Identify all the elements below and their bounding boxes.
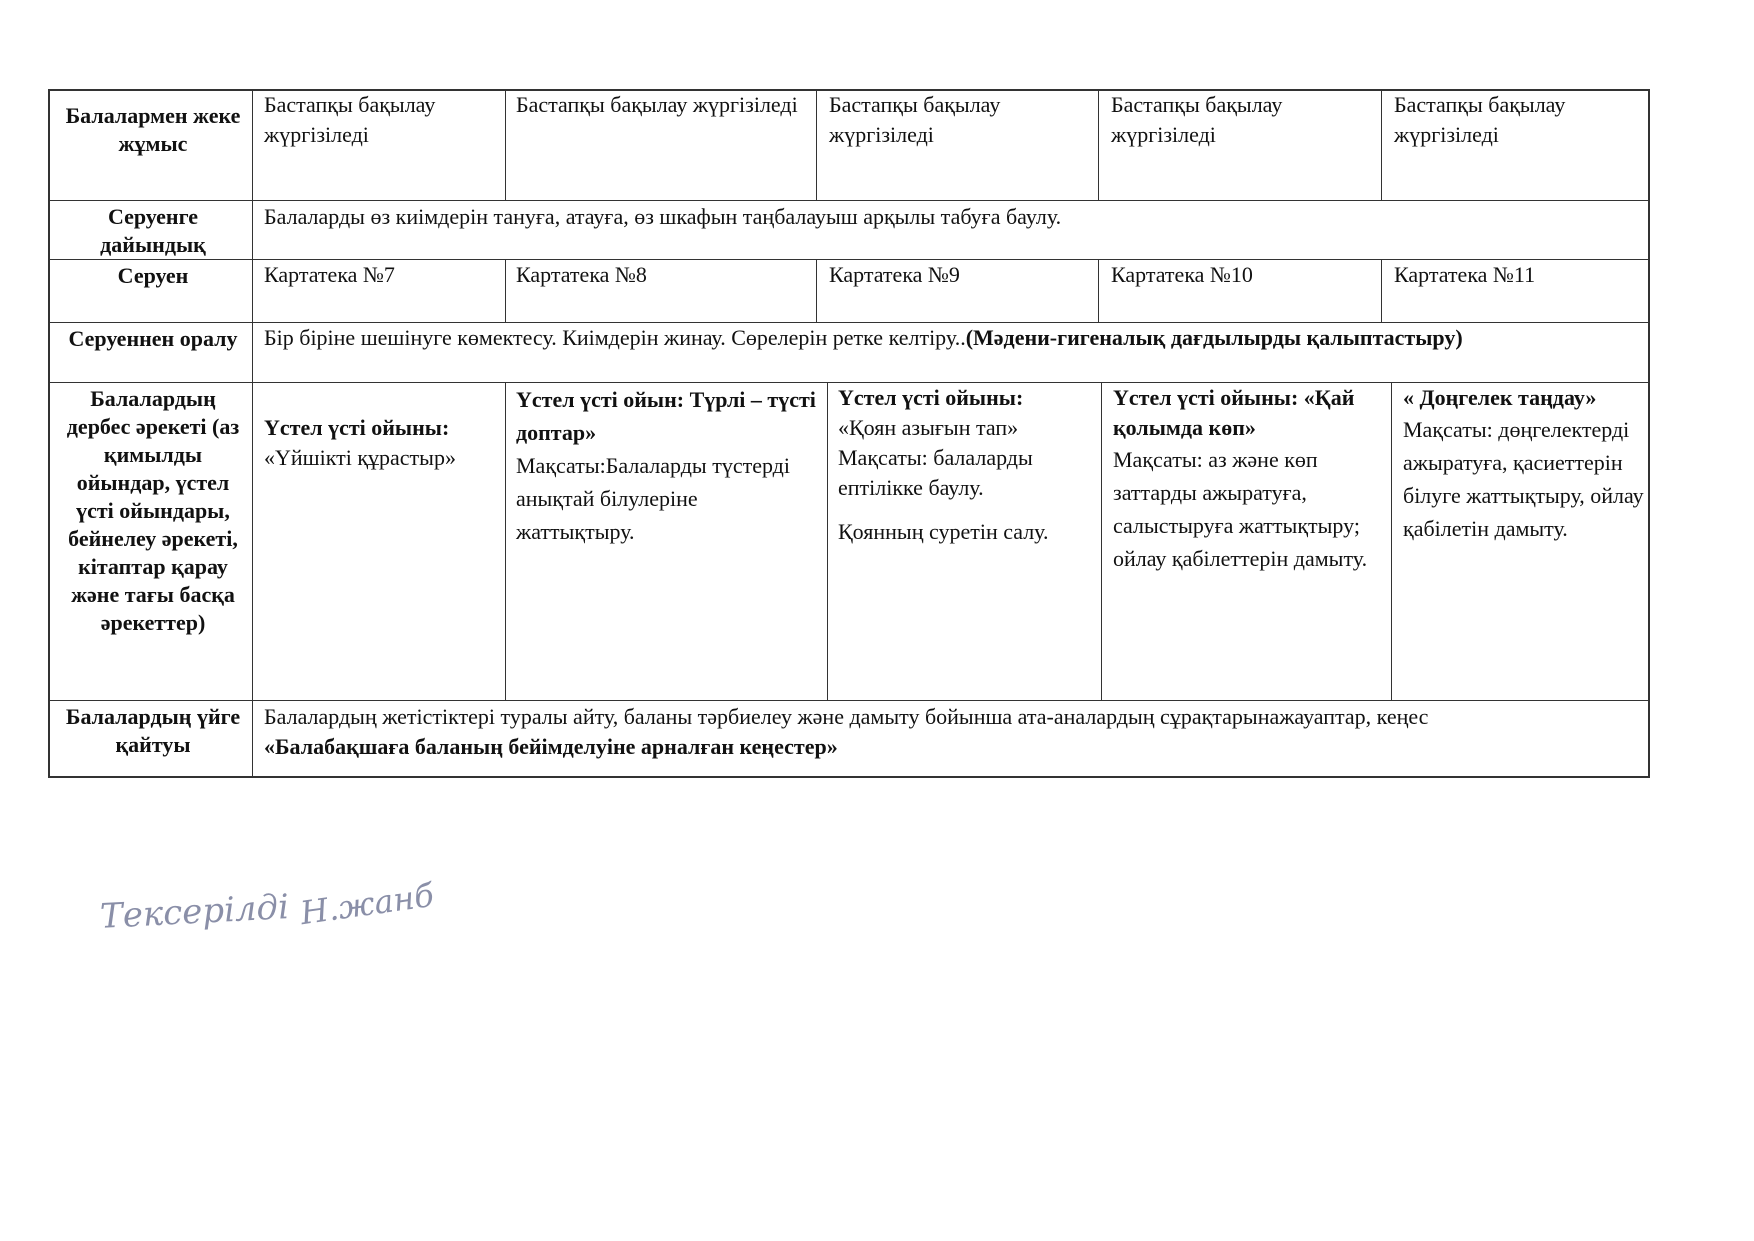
walk-card-3: Картатека №9 (829, 262, 960, 287)
column-divider (816, 259, 817, 323)
row-header-walk: Серуен (117, 263, 189, 288)
activity-cell-2 (516, 383, 816, 548)
walk-card-4: Картатека №10 (1111, 262, 1253, 287)
activity-cell-4 (1113, 383, 1383, 575)
column-divider (1391, 382, 1392, 701)
column-divider (505, 382, 506, 701)
go-home-text: Балалардың жетістіктері туралы айту, баланы тәрбиелеу және дамыту бойынша ата-аналардың сұрақтарынажауаптар, кеңес (264, 704, 1429, 729)
walk-card-1: Картатека №7 (264, 262, 395, 287)
walk-card-2: Картатека №8 (516, 262, 647, 287)
activity-1-text: «Үйшікті құрастыр» (264, 445, 456, 470)
activity-5-text: Мақсаты: дөңгелектерді ажыратуға, қасиеттерін білуге жаттықтыру, ойлау қабілетін дамыту. (1403, 417, 1644, 541)
activity-3-extra: Қоянның суретін салу. (838, 519, 1049, 544)
row-header-activity: Балалардың дербес әрекеті (аз қимылды ойындар, үстел үсті ойындары, бейнелеу әрекеті, кітаптар қарау және тағы басқа әрекеттер) (66, 386, 240, 635)
column-divider (827, 382, 828, 701)
individual-cell-5: Бастапқы бақылау жүргізіледі (1394, 92, 1566, 147)
go-home-cell (264, 702, 1644, 762)
return-bold-text: (Мәдени-гигеналық дағдылырды қалыптастыру) (965, 325, 1463, 350)
row-divider (48, 322, 1650, 323)
column-divider (816, 89, 817, 201)
activity-cell-1 (264, 413, 499, 473)
activity-cell-5 (1403, 383, 1648, 545)
column-divider (1381, 89, 1382, 201)
activity-4-text: Мақсаты: аз және көп заттарды ажыратуға, салыстыруға жаттықтыру; ойлау қабілеттерін дамыту. (1113, 447, 1368, 571)
column-divider (252, 89, 253, 778)
column-divider (1098, 89, 1099, 201)
activity-1-title: Үстел үсті ойыны: (264, 415, 450, 440)
activity-5-title: « Доңгелек таңдау» (1403, 385, 1597, 410)
walk-prep-text: Балаларды өз киімдерін тануға, атауға, өз шкафын таңбалауыш арқылы табуға баулу. (264, 204, 1062, 229)
column-divider (505, 89, 506, 201)
row-divider (48, 700, 1650, 701)
table-border (48, 89, 50, 778)
activity-3-title: Үстел үсті ойыны: (838, 385, 1024, 410)
table-border (1648, 89, 1650, 778)
column-divider (505, 259, 506, 323)
go-home-bold-text: «Балабақшаға баланың бейімделуіне арналған кеңестер» (264, 734, 838, 759)
row-header-return: Серуеннен оралу (68, 326, 238, 351)
activity-4-title: Үстел үсті ойыны: «Қай қолымда көп» (1113, 385, 1355, 440)
walk-card-5: Картатека №11 (1394, 262, 1536, 287)
row-header-go-home: Балалардың үйге қайтуы (65, 704, 241, 757)
column-divider (1098, 259, 1099, 323)
return-text: Бір біріне шешінуге көмектесу. Киімдерін жинау. Сөрелерін ретке келтіру.. (264, 325, 966, 350)
return-text-block (264, 324, 1639, 352)
row-divider (48, 200, 1650, 201)
column-divider (1381, 259, 1382, 323)
signature-checked-label: Тексерілді (99, 887, 290, 937)
column-divider (1101, 382, 1102, 701)
activity-3-text: «Қоян азығын тап» Мақсаты: балаларды ептілікке баулу. (838, 415, 1033, 500)
individual-cell-2: Бастапқы бақылау жүргізіледі (516, 92, 798, 117)
individual-cell-3: Бастапқы бақылау жүргізіледі (829, 92, 1001, 147)
activity-2-text: Мақсаты:Балаларды түстерді анықтай білулеріне жаттықтыру. (516, 453, 790, 544)
individual-cell-4: Бастапқы бақылау жүргізіледі (1111, 92, 1283, 147)
row-header-individual-work: Балалармен жеке жұмыс (65, 103, 241, 156)
table-border (48, 776, 1650, 778)
activity-cell-3 (838, 383, 1098, 547)
activity-2-title: Үстел үсті ойын: Түрлі – түсті доптар» (516, 387, 816, 445)
individual-cell-1: Бастапқы бақылау жүргізіледі (264, 92, 436, 147)
signature-initials: Н.жанб (298, 875, 437, 933)
row-header-walk-prep: Серуенге дайындық (100, 204, 206, 257)
